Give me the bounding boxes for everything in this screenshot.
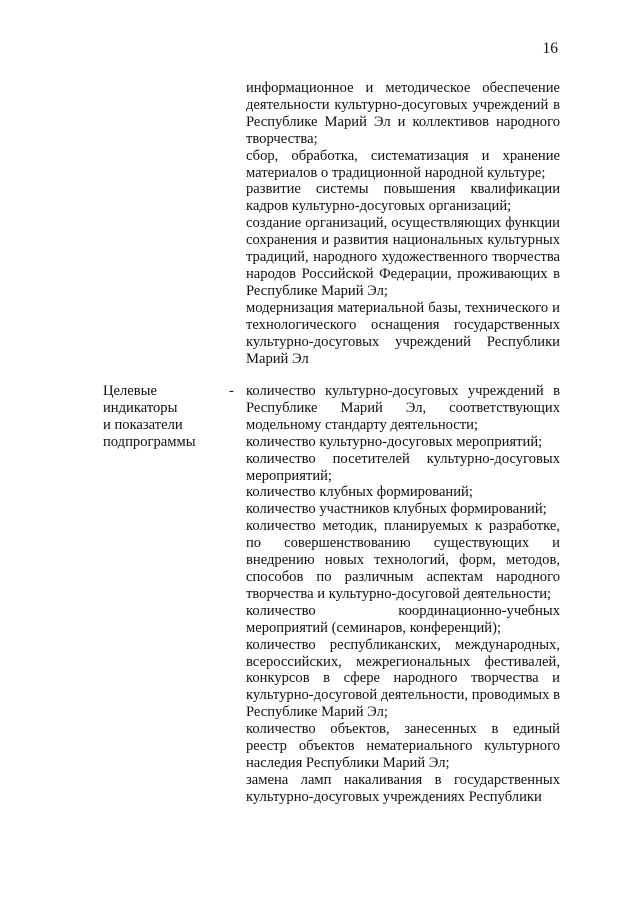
indicator-item: количество методик, планируемых к разработке, по совершенствованию существующих и внедрению новых технологий, форм, методов, способов по различным аспектам народного творчества и культурно-досуговой деятельности; <box>246 518 560 602</box>
separator-dash: - <box>229 383 234 399</box>
indicator-item: количество культурно-досуговых учреждений в Республике Марий Эл, соответствующих модельному стандарту деятельности; <box>246 383 560 433</box>
indicators-list <box>246 383 560 806</box>
tasks-list <box>246 80 560 367</box>
section-label <box>103 383 233 451</box>
indicator-item: количество посетителей культурно-досуговых мероприятий; <box>246 450 560 484</box>
section-label-line: и показатели <box>103 416 183 433</box>
task-item: модернизация материальной базы, технического и технологического оснащения государственных культурно-досуговых учреждений Республики Марий Эл <box>246 299 560 367</box>
indicator-item: количество объектов, занесенных в единый реестр объектов нематериального культурного наследия Республики Марий Эл; <box>246 721 560 771</box>
indicator-item: количество участников клубных формирований; <box>246 501 547 518</box>
task-item: сбор, обработка, систематизация и хранение материалов о традиционной народной культуре; <box>246 147 560 181</box>
task-item: информационное и методическое обеспечение деятельности культурно-досуговых учреждений в Республике Марий Эл и коллективов народного творчества; <box>246 80 560 147</box>
indicator-item: замена ламп накаливания в государственных культурно-досуговых учреждениях Республики <box>246 771 560 805</box>
indicator-item: количество республиканских, международных, всероссийских, межрегиональных фестивалей, конкурсов в сфере народного творчества и культурно-досуговой деятельности, проводимых в Республике Марий Эл; <box>246 636 560 721</box>
page-number: 16 <box>542 40 558 57</box>
task-item: развитие системы повышения квалификации кадров культурно-досуговых организаций; <box>246 181 560 215</box>
indicator-item: количество клубных формирований; <box>246 484 473 501</box>
indicator-item: количество координационно-учебных мероприятий (семинаров, конференций); <box>246 602 560 636</box>
section-label-line: подпрограммы <box>103 433 196 450</box>
indicator-item: количество культурно-досуговых мероприятий; <box>246 433 543 450</box>
task-item: создание организаций, осуществляющих функции сохранения и развития национальных культурных традиций, народного художественного творчества народов Российской Федерации, проживающих в Республике Марий Эл; <box>246 215 560 299</box>
section-label-line: Целевые <box>103 383 157 399</box>
section-label-line: индикаторы <box>103 399 178 416</box>
